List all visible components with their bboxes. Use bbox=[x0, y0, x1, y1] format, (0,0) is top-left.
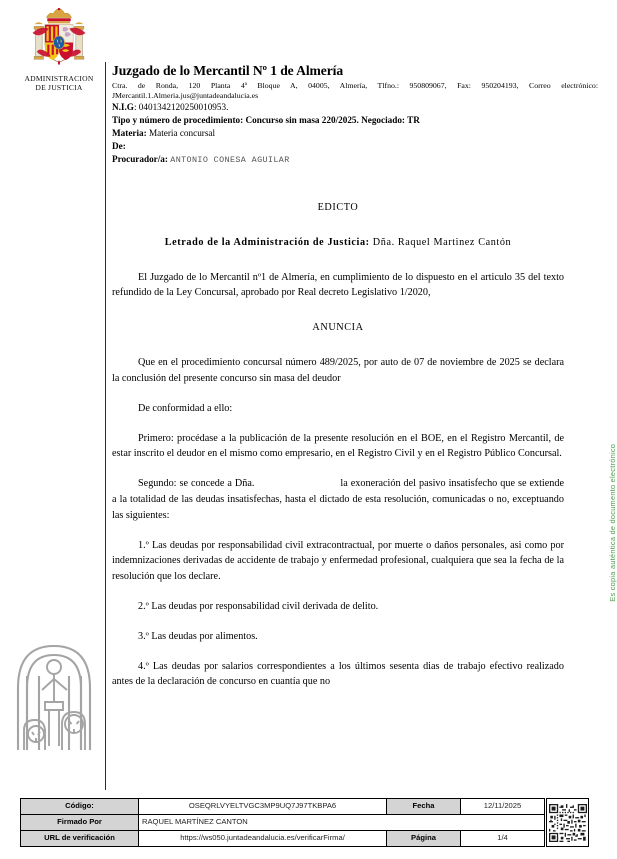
table-row-url bbox=[21, 831, 545, 847]
court-address: Ctra. de Ronda, 120 Planta 4ª Bloque A, 04005, Almería, Tlfno.: 950809067, Fax: 950204193, Correo electrónico: JMercantil.1.Almeria.jus@juntadeandalucia.es bbox=[112, 80, 598, 100]
document-body bbox=[112, 200, 564, 690]
nig-value: : 0401342120250010953. bbox=[133, 102, 229, 113]
court-title: Juzgado de lo Mercantil Nº 1 de Almería bbox=[112, 63, 344, 78]
qr-code-cell bbox=[546, 798, 589, 847]
firmado-label: Firmado Por bbox=[21, 815, 139, 831]
emblem-caption-line1: ADMINISTRACION bbox=[24, 74, 94, 83]
exception-item-1: 1.º Las deudas por responsabilidad civil extracontractual, por muerte o daños personales, asi como por indemnizaciones derivadas de accidente de trabajo y enfermedad profesional, cualquiera que sea la fecha de la resolución que los declare. bbox=[112, 539, 564, 583]
de-line bbox=[112, 140, 598, 153]
procurador-value: ANTONIO CONESA AGUILAR bbox=[170, 155, 290, 166]
nig-label: N.I.G bbox=[112, 102, 134, 113]
fecha-label: Fecha bbox=[387, 799, 461, 815]
paragraph-segundo-part1: Segundo: se concede a Dña. bbox=[138, 478, 255, 490]
url-value[interactable]: https://ws050.juntadeandalucia.es/verificarFirma/ bbox=[139, 831, 387, 847]
document-header bbox=[112, 63, 598, 167]
letrado-line bbox=[112, 235, 564, 251]
andalusia-hercules-arms-icon bbox=[12, 632, 96, 754]
table-row-codigo bbox=[21, 799, 545, 815]
letrado-label: Letrado de la Administración de Justicia: bbox=[164, 236, 370, 248]
pagina-label: Página bbox=[387, 831, 461, 847]
spain-coat-of-arms-icon bbox=[22, 8, 96, 74]
margin-divider bbox=[105, 62, 106, 790]
letrado-value: Dña. Raquel Martinez Cantón bbox=[369, 236, 512, 248]
nig-line bbox=[112, 101, 598, 114]
procedure-label: Tipo y número de procedimiento: bbox=[112, 115, 244, 126]
procedure-value: Concurso sin masa 220/2025. Negociado: TR bbox=[243, 115, 420, 126]
paragraph-segundo bbox=[112, 476, 564, 523]
materia-value: Materia concursal bbox=[146, 128, 216, 139]
codigo-label: Código: bbox=[21, 799, 139, 815]
edicto-heading: EDICTO bbox=[317, 202, 359, 213]
table-row-firmado bbox=[21, 815, 545, 831]
codigo-value: OSEQRLVYELTVGC3MP9UQ7J97TKBPA6 bbox=[139, 799, 387, 815]
exception-item-2: 2.º Las deudas por responsabilidad civil derivada de delito. bbox=[138, 601, 379, 612]
pagina-value: 1/4 bbox=[461, 831, 545, 847]
exception-item-3: 3.º Las deudas por alimentos. bbox=[138, 630, 258, 642]
administration-emblem-block bbox=[14, 8, 104, 93]
intro-paragraph: El Juzgado de lo Mercantil nº1 de Almería, en cumplimiento de lo dispuesto en el articulo 35 del texto refundido de la Ley Concursal, aprobado por Real decreto Legislativo 1/2020, bbox=[112, 271, 564, 299]
procedure-line bbox=[112, 114, 598, 127]
materia-label: Materia: bbox=[112, 128, 147, 139]
procurador-line bbox=[112, 153, 598, 167]
authenticity-vertical-note: Es copia auténtica de documento electrónico bbox=[608, 443, 617, 602]
anuncia-heading: ANUNCIA bbox=[312, 322, 364, 334]
de-label: De: bbox=[112, 141, 126, 152]
exception-item-4: 4.º Las deudas por salarios correspondientes a los últimos sesenta dias de trabajo efectivo realizado antes de la declaración de concurso en cuantía que no bbox=[112, 660, 564, 688]
verification-table bbox=[20, 798, 545, 847]
emblem-caption-line2: DE JUSTICIA bbox=[35, 82, 83, 92]
firmado-value: RAQUEL MARTÍNEZ CANTON bbox=[139, 815, 545, 831]
qr-code-icon bbox=[549, 804, 587, 842]
procurador-label: Procurador/a: bbox=[112, 154, 168, 165]
emblem-caption bbox=[14, 75, 104, 93]
paragraph-primero: Primero: procédase a la publicación de la presente resolución en el BOE, en el Registro Mercantil, de estar inscrito el deudor en el mismo como empresario, en el Registro Civil y en el Registro Público Concursal. bbox=[112, 432, 564, 460]
materia-line bbox=[112, 127, 598, 140]
paragraph-conformidad: De conformidad a ello: bbox=[138, 402, 233, 414]
paragraph-que: Que en el procedimiento concursal número 489/2025, por auto de 07 de noviembre de 2025 se declara la conclusión del presente concurso sin masa del deudor bbox=[112, 357, 564, 384]
paragraph-segundo-part2: la exoneración del pasivo insatisfecho que se extiende a la totalidad de las deudas insatisfechas, hasta el dictado de esta resolución, comunicadas o no, exceptuando las siguientes: bbox=[112, 478, 564, 521]
fecha-value: 12/11/2025 bbox=[461, 799, 545, 815]
verification-footer bbox=[20, 798, 589, 847]
url-label: URL de verificación bbox=[21, 831, 139, 847]
